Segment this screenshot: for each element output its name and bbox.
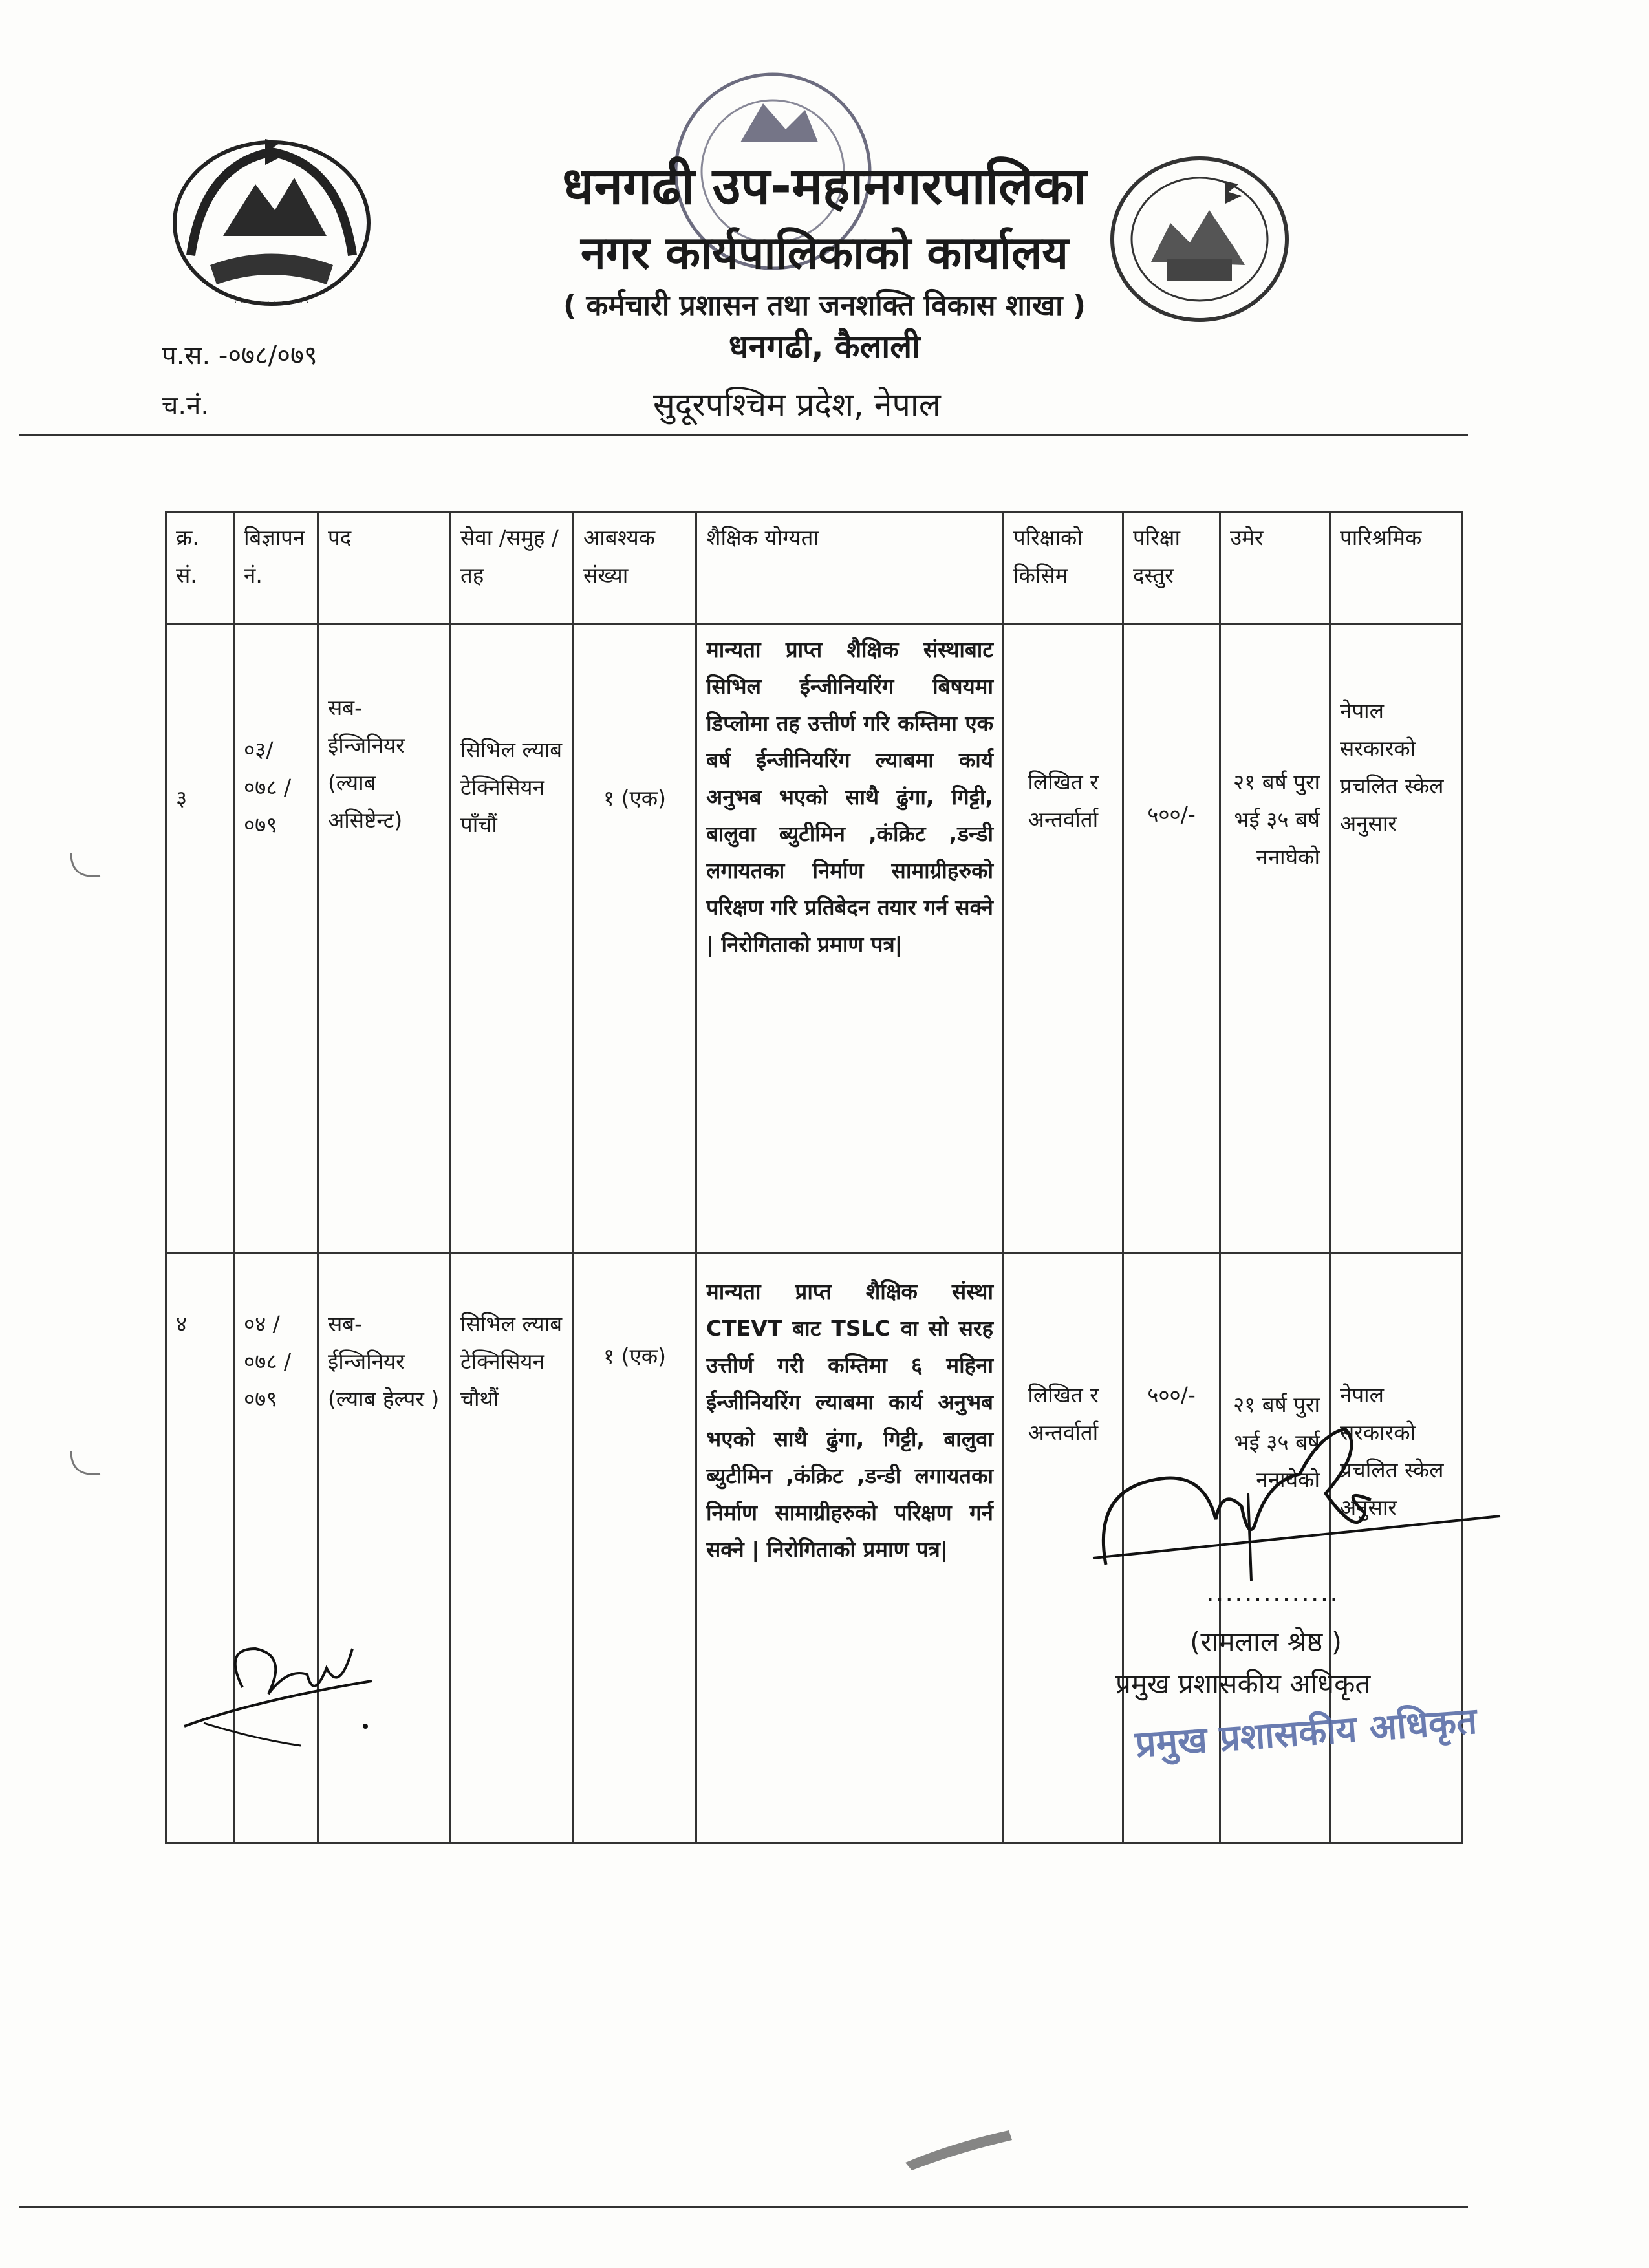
province: सुदूरपश्चिम प्रदेश, नेपाल: [653, 386, 941, 423]
punch-hole-icon: [61, 834, 113, 886]
cell-service: सिभिल ल्याब टेक्निसियन चौथौं: [451, 1253, 574, 1843]
cell-post: सब- ईन्जिनियर (ल्याब हेल्पर ): [318, 1253, 451, 1843]
header-divider: [19, 434, 1468, 436]
table-row: [166, 624, 1463, 1253]
scan-smudge-icon: [899, 2124, 1022, 2176]
cell-pay: नेपाल सरकारको प्रचलित स्केल अनुसार: [1330, 624, 1463, 1253]
cell-exam-type: लिखित र अन्तर्वार्ता: [1004, 624, 1123, 1253]
cell-count: १ (एक): [574, 1253, 696, 1843]
header-cell-ad-no: बिज्ञापन नं.: [234, 512, 318, 624]
signer-title: प्रमुख प्रशासकीय अधिकृत: [1116, 1668, 1371, 1700]
reference-number: प.स. -०७८/०७९: [162, 341, 318, 370]
cell-pay: नेपाल सरकारको प्रचलित स्केल अनुसार: [1330, 1253, 1463, 1843]
header-cell-fee: परिक्षा दस्तुर: [1123, 512, 1220, 624]
cell-qualification: मान्यता प्राप्त शैक्षिक संस्थाबाट सिभिल ईन्जीनियरिंग बिषयमा डिप्लोमा तह उत्तीर्ण गरि कम्तिमा एक बर्ष ईन्जीनियरिंग ल्याबमा कार्य अनुभब भएको साथै ढुंगा, गिट्टी, बालुवा ब्युटीमिन ,कंक्रिट ,डन्डी लगायतका निर्माण सामाग्रीहरुको परिक्षण गरि प्रतिबेदन तयार गर्न सक्ने | निरोगिताको प्रमाण पत्र|: [696, 624, 1004, 1253]
punch-hole-icon: [61, 1432, 113, 1484]
branch-name: ( कर्मचारी प्रशासन तथा जनशक्ति विकास शाखा ): [563, 289, 1086, 322]
header-cell-exam-type: परिक्षाको किसिम: [1004, 512, 1123, 624]
table-header-row: [166, 512, 1463, 624]
org-name: धनगढी उप-महानगरपालिका: [562, 156, 1087, 216]
header-cell-service: सेवा /समुह /तह: [451, 512, 574, 624]
cell-fee: ५००/-: [1123, 624, 1220, 1253]
svg-text:· · · · · · · · · · · ·: · · · · · · · · · · · ·: [233, 296, 310, 308]
cell-fee: ५००/-: [1123, 1253, 1220, 1843]
header-cell-count: आबश्यक संख्या: [574, 512, 696, 624]
cell-sn: ३: [166, 624, 234, 1253]
cell-sn: ४: [166, 1253, 234, 1843]
cell-ad-no: ०३/ ०७८ /०७९: [234, 624, 318, 1253]
header-cell-qualification: शैक्षिक योग्यता: [696, 512, 1004, 624]
cell-exam-type: लिखित र अन्तर्वार्ता: [1004, 1253, 1123, 1843]
city: धनगढी, कैलाली: [728, 328, 921, 365]
header-cell-post: पद: [318, 512, 451, 624]
header-cell-pay: पारिश्रमिक: [1330, 512, 1463, 624]
signer-name: (रामलाल श्रेष्ठ ): [1190, 1626, 1342, 1658]
office-name: नगर कार्यपालिकाको कार्यालय: [580, 226, 1069, 279]
cell-ad-no: ०४ /०७८ /०७९: [234, 1253, 318, 1843]
cell-age: २१ बर्ष पुरा भई ३५ बर्ष ननाघेको: [1220, 624, 1330, 1253]
initials-signature-icon: [178, 1610, 436, 1759]
header-cell-age: उमेर: [1220, 512, 1330, 624]
cell-service: सिभिल ल्याब टेक्निसियन पाँचौं: [451, 624, 574, 1253]
cell-post: सब- ईन्जिनियर (ल्याब असिष्टेन्ट): [318, 624, 451, 1253]
designation-stamp: प्रमुख प्रशासकीय अधिकृत: [1134, 1700, 1478, 1766]
header-cell-sn: क्र. सं.: [166, 512, 234, 624]
cell-qualification: मान्यता प्राप्त शैक्षिक संस्था CTEVT बाट TSLC वा सो सरह उत्तीर्ण गरी कम्तिमा ६ महिना ईन्जीनियरिंग ल्याबमा कार्य अनुभब भएको साथै ढुंगा, गिट्टी, बालुवा ब्युटीमिन ,कंक्रिट ,डन्डी लगायतका निर्माण सामाग्रीहरुको परिक्षण गर्न सक्ने | निरोगिताको प्रमाण पत्र|: [696, 1253, 1004, 1843]
footer-divider: [19, 2206, 1468, 2208]
cell-age: २१ बर्ष पुरा भई ३५ बर्ष ननाघेको: [1220, 1253, 1330, 1843]
cell-count: १ (एक): [574, 624, 696, 1253]
dispatch-number: च.नं.: [162, 391, 210, 421]
signature-dots: ..............: [1206, 1578, 1340, 1607]
signature-mark-icon: [1093, 1409, 1513, 1590]
